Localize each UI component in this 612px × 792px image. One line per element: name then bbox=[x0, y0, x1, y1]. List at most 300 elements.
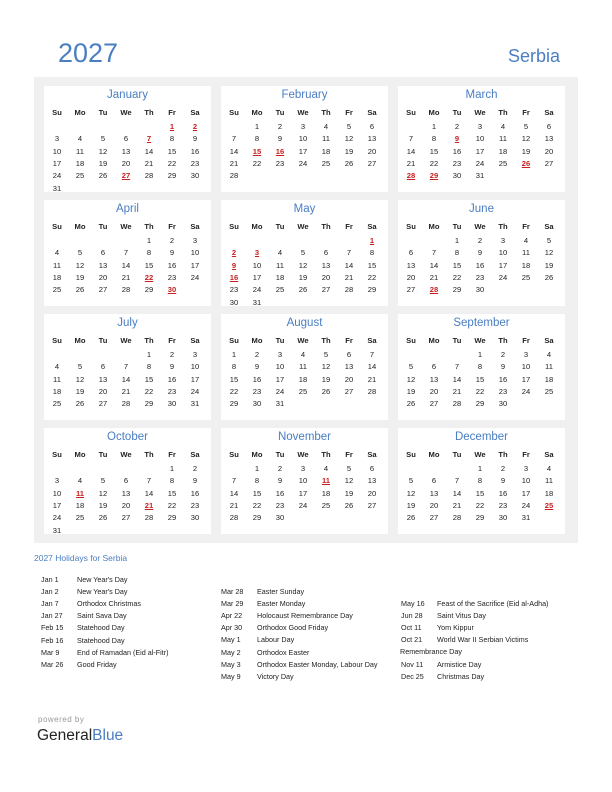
day-cell: 20 bbox=[367, 146, 377, 156]
day-cell: 16 bbox=[498, 374, 508, 384]
weekday-label: Su bbox=[229, 108, 239, 117]
weekday-label: Fr bbox=[522, 336, 530, 345]
day-cell: 4 bbox=[546, 350, 552, 359]
day-cell: 8 bbox=[231, 362, 237, 372]
day-cell: 5 bbox=[408, 362, 414, 372]
day-cell: 16 bbox=[498, 488, 508, 498]
holiday-day-cell: 11 bbox=[321, 476, 331, 486]
day-cell: 12 bbox=[406, 488, 416, 498]
weekday-label: Mo bbox=[428, 336, 440, 345]
day-cell: 1 bbox=[231, 350, 237, 359]
day-cell: 9 bbox=[169, 248, 175, 258]
holiday-name: New Year's Day bbox=[77, 587, 128, 597]
day-cell: 30 bbox=[275, 513, 285, 523]
holiday-name: Easter Monday bbox=[257, 599, 306, 609]
day-cell: 4 bbox=[323, 464, 329, 473]
day-cell: 6 bbox=[546, 122, 552, 131]
day-cell: 18 bbox=[321, 488, 331, 498]
day-cell: 28 bbox=[121, 285, 131, 295]
day-cell: 17 bbox=[298, 146, 308, 156]
day-cell: 3 bbox=[277, 350, 283, 359]
day-cell: 26 bbox=[321, 386, 331, 396]
day-cell: 19 bbox=[406, 500, 416, 510]
weekday-label: Su bbox=[52, 108, 62, 117]
holiday-name: Armistice Day bbox=[437, 659, 482, 669]
day-cell: 24 bbox=[298, 500, 308, 510]
weekday-label: Mo bbox=[251, 336, 263, 345]
country-title: Serbia bbox=[507, 46, 560, 66]
day-cell: 28 bbox=[144, 171, 154, 181]
day-cell: 16 bbox=[275, 488, 285, 498]
day-cell: 4 bbox=[54, 362, 60, 372]
weekday-label: Th bbox=[144, 336, 154, 345]
holiday-date: Nov 11 bbox=[401, 659, 424, 669]
day-cell: 15 bbox=[452, 260, 462, 270]
day-cell: 6 bbox=[100, 362, 106, 372]
weekday-label: Th bbox=[498, 336, 508, 345]
day-cell: 12 bbox=[98, 146, 108, 156]
holiday-date: May 3 bbox=[221, 659, 241, 669]
day-cell: 15 bbox=[229, 374, 239, 384]
weekday-label: Tu bbox=[98, 222, 108, 231]
day-cell: 16 bbox=[190, 146, 200, 156]
holiday-day-cell: 25 bbox=[544, 500, 554, 510]
month-name: January bbox=[107, 89, 148, 101]
weekday-label: Sa bbox=[367, 222, 377, 231]
day-cell: 27 bbox=[344, 386, 354, 396]
day-cell: 23 bbox=[190, 158, 200, 168]
day-cell: 15 bbox=[144, 374, 154, 384]
holiday-name: Good Friday bbox=[77, 659, 117, 669]
weekday-label: Tu bbox=[275, 336, 285, 345]
holiday-day-cell: 30 bbox=[167, 285, 177, 295]
holiday-day-cell: 29 bbox=[429, 171, 439, 181]
day-cell: 10 bbox=[52, 146, 62, 156]
weekday-label: Su bbox=[406, 450, 416, 459]
day-cell: 15 bbox=[429, 146, 439, 156]
day-cell: 14 bbox=[452, 488, 462, 498]
day-cell: 25 bbox=[321, 158, 331, 168]
weekday-label: Su bbox=[406, 108, 416, 117]
day-cell: 30 bbox=[452, 171, 462, 181]
holiday-day-cell: 3 bbox=[254, 248, 260, 258]
day-cell: 2 bbox=[500, 350, 506, 359]
day-cell: 26 bbox=[344, 500, 354, 510]
holiday-date: Mar 28 bbox=[221, 587, 244, 596]
day-cell: 25 bbox=[498, 158, 508, 168]
weekday-label: Th bbox=[144, 450, 154, 459]
day-cell: 24 bbox=[252, 285, 262, 295]
month-december bbox=[398, 428, 565, 534]
day-cell: 26 bbox=[75, 285, 85, 295]
day-cell: 8 bbox=[454, 248, 460, 258]
day-cell: 24 bbox=[521, 386, 531, 396]
holiday-name: Victory Day bbox=[257, 671, 294, 681]
holiday-date: Jan 1 bbox=[41, 575, 59, 584]
month-name: November bbox=[277, 431, 332, 443]
weekday-label: Sa bbox=[367, 108, 377, 117]
day-cell: 12 bbox=[75, 260, 85, 270]
day-cell: 5 bbox=[546, 236, 552, 245]
day-cell: 24 bbox=[52, 513, 62, 523]
weekday-label: Tu bbox=[452, 450, 462, 459]
day-cell: 2 bbox=[169, 236, 175, 245]
day-cell: 29 bbox=[475, 513, 485, 523]
day-cell: 11 bbox=[545, 362, 553, 372]
holiday-day-cell: 2 bbox=[192, 122, 198, 131]
holiday-day-cell: 9 bbox=[231, 260, 237, 270]
day-cell: 23 bbox=[452, 158, 462, 168]
day-cell: 18 bbox=[498, 146, 508, 156]
day-cell: 14 bbox=[406, 146, 416, 156]
weekday-label: Tu bbox=[98, 336, 108, 345]
weekday-label: We bbox=[474, 450, 486, 459]
holiday-day-cell: 26 bbox=[521, 158, 531, 168]
day-cell: 19 bbox=[98, 500, 108, 510]
weekday-label: Fr bbox=[168, 108, 176, 117]
day-cell: 17 bbox=[475, 146, 485, 156]
day-cell: 21 bbox=[452, 386, 462, 396]
day-cell: 22 bbox=[429, 158, 439, 168]
day-cell: 4 bbox=[77, 134, 83, 144]
holiday-date: May 16 bbox=[401, 599, 425, 608]
weekday-label: Su bbox=[229, 222, 239, 231]
day-cell: 17 bbox=[190, 374, 200, 384]
day-cell: 18 bbox=[52, 386, 62, 396]
day-cell: 3 bbox=[300, 122, 306, 131]
day-cell: 14 bbox=[229, 146, 239, 156]
day-cell: 5 bbox=[77, 362, 83, 372]
holiday-day-cell: 22 bbox=[144, 272, 154, 282]
powered-by-text: powered by bbox=[38, 715, 85, 724]
day-cell: 22 bbox=[367, 272, 377, 282]
day-cell: 25 bbox=[298, 386, 308, 396]
day-cell: 9 bbox=[277, 476, 283, 486]
day-cell: 18 bbox=[75, 500, 85, 510]
day-cell: 30 bbox=[229, 297, 239, 307]
weekday-label: Mo bbox=[251, 108, 263, 117]
holiday-day-cell: 9 bbox=[454, 134, 460, 144]
day-cell: 1 bbox=[146, 350, 152, 359]
day-cell: 31 bbox=[475, 171, 485, 181]
weekday-label: Su bbox=[406, 222, 416, 231]
month-name: February bbox=[281, 89, 328, 101]
day-cell: 8 bbox=[254, 134, 260, 144]
holiday-date: Feb 16 bbox=[41, 635, 64, 645]
day-cell: 4 bbox=[300, 350, 306, 359]
calendar-grid bbox=[34, 77, 578, 543]
day-cell: 13 bbox=[98, 260, 108, 270]
day-cell: 28 bbox=[367, 386, 377, 396]
weekday-label: We bbox=[297, 222, 309, 231]
month-name: October bbox=[107, 431, 148, 443]
day-cell: 12 bbox=[344, 476, 354, 486]
day-cell: 12 bbox=[298, 260, 308, 270]
day-cell: 14 bbox=[229, 488, 239, 498]
day-cell: 21 bbox=[344, 272, 354, 282]
day-cell: 23 bbox=[475, 272, 485, 282]
day-cell: 11 bbox=[276, 260, 284, 270]
day-cell: 23 bbox=[252, 386, 262, 396]
day-cell: 18 bbox=[52, 272, 62, 282]
day-cell: 17 bbox=[52, 158, 62, 168]
day-cell: 10 bbox=[521, 476, 531, 486]
day-cell: 27 bbox=[98, 285, 108, 295]
day-cell: 24 bbox=[498, 272, 508, 282]
weekday-label: Fr bbox=[345, 336, 353, 345]
day-cell: 8 bbox=[169, 134, 175, 144]
day-cell: 1 bbox=[254, 464, 260, 473]
day-cell: 20 bbox=[121, 158, 131, 168]
day-cell: 7 bbox=[454, 362, 460, 372]
day-cell: 31 bbox=[52, 525, 62, 535]
day-cell: 4 bbox=[546, 464, 552, 473]
day-cell: 26 bbox=[298, 285, 308, 295]
day-cell: 8 bbox=[477, 476, 483, 486]
day-cell: 11 bbox=[53, 260, 61, 270]
weekday-label: We bbox=[297, 108, 309, 117]
logo-blue: Blue bbox=[92, 727, 124, 744]
day-cell: 4 bbox=[523, 236, 529, 245]
day-cell: 19 bbox=[321, 374, 331, 384]
day-cell: 9 bbox=[277, 134, 283, 144]
weekday-label: Th bbox=[321, 108, 331, 117]
day-cell: 26 bbox=[544, 272, 554, 282]
weekday-label: We bbox=[297, 336, 309, 345]
day-cell: 17 bbox=[190, 260, 200, 270]
holiday-name: Saint Sava Day bbox=[77, 611, 127, 621]
day-cell: 14 bbox=[367, 362, 377, 372]
holidays-title: 2027 Holidays for Serbia bbox=[34, 553, 128, 563]
day-cell: 16 bbox=[452, 146, 462, 156]
holiday-name: Remembrance Day bbox=[400, 647, 462, 657]
day-cell: 21 bbox=[367, 374, 377, 384]
holiday-name: Feast of the Sacrifice (Eid al-Adha) bbox=[437, 599, 549, 608]
day-cell: 8 bbox=[477, 362, 483, 372]
day-cell: 5 bbox=[408, 476, 414, 486]
day-cell: 15 bbox=[367, 260, 377, 270]
day-cell: 31 bbox=[52, 183, 62, 193]
weekday-label: Fr bbox=[522, 108, 530, 117]
day-cell: 24 bbox=[475, 158, 485, 168]
day-cell: 17 bbox=[498, 260, 508, 270]
day-cell: 12 bbox=[521, 134, 531, 144]
weekday-label: Tu bbox=[275, 450, 285, 459]
day-cell: 9 bbox=[192, 134, 198, 144]
day-cell: 12 bbox=[75, 374, 85, 384]
generalblue-logo[interactable] bbox=[37, 727, 123, 745]
day-cell: 27 bbox=[367, 158, 377, 168]
weekday-label: We bbox=[474, 222, 486, 231]
day-cell: 26 bbox=[98, 513, 108, 523]
day-cell: 5 bbox=[346, 122, 352, 131]
day-cell: 22 bbox=[475, 386, 485, 396]
holiday-day-cell: 1 bbox=[369, 236, 375, 245]
weekday-label: Mo bbox=[74, 450, 86, 459]
day-cell: 4 bbox=[500, 122, 506, 131]
day-cell: 10 bbox=[475, 134, 485, 144]
holiday-date: May 2 bbox=[221, 647, 241, 657]
day-cell: 8 bbox=[146, 248, 152, 258]
weekday-label: Tu bbox=[275, 222, 285, 231]
day-cell: 30 bbox=[498, 513, 508, 523]
day-cell: 10 bbox=[521, 362, 531, 372]
weekday-label: Th bbox=[498, 108, 508, 117]
day-cell: 27 bbox=[98, 399, 108, 409]
day-cell: 15 bbox=[252, 488, 262, 498]
day-cell: 24 bbox=[52, 171, 62, 181]
day-cell: 14 bbox=[121, 260, 131, 270]
day-cell: 3 bbox=[192, 350, 198, 359]
day-cell: 2 bbox=[254, 350, 260, 359]
day-cell: 18 bbox=[544, 488, 554, 498]
day-cell: 16 bbox=[252, 374, 262, 384]
day-cell: 27 bbox=[429, 513, 439, 523]
weekday-label: Th bbox=[321, 450, 331, 459]
day-cell: 17 bbox=[275, 374, 285, 384]
holiday-name: Saint Vitus Day bbox=[437, 611, 487, 621]
holiday-name: Statehood Day bbox=[77, 635, 125, 645]
day-cell: 9 bbox=[500, 476, 506, 486]
day-cell: 19 bbox=[75, 272, 85, 282]
day-cell: 13 bbox=[98, 374, 108, 384]
day-cell: 15 bbox=[167, 488, 177, 498]
day-cell: 1 bbox=[169, 464, 175, 473]
day-cell: 3 bbox=[54, 134, 60, 144]
weekday-label: Su bbox=[406, 336, 416, 345]
day-cell: 13 bbox=[121, 146, 131, 156]
day-cell: 25 bbox=[52, 285, 62, 295]
holiday-date: Feb 15 bbox=[41, 623, 64, 633]
holiday-day-cell: 21 bbox=[144, 500, 154, 510]
day-cell: 23 bbox=[498, 386, 508, 396]
day-cell: 29 bbox=[252, 513, 262, 523]
day-cell: 5 bbox=[323, 350, 329, 359]
day-cell: 25 bbox=[52, 399, 62, 409]
day-cell: 17 bbox=[521, 488, 531, 498]
day-cell: 31 bbox=[252, 297, 262, 307]
holiday-date: Oct 21 bbox=[401, 635, 423, 645]
year-title: 2027 bbox=[58, 38, 119, 68]
weekday-label: Fr bbox=[345, 450, 353, 459]
day-cell: 4 bbox=[54, 248, 60, 258]
day-cell: 3 bbox=[477, 122, 483, 131]
holiday-day-cell: 7 bbox=[146, 134, 152, 144]
holiday-day-cell: 2 bbox=[231, 248, 237, 258]
day-cell: 5 bbox=[100, 476, 106, 486]
day-cell: 8 bbox=[369, 248, 375, 258]
day-cell: 20 bbox=[544, 146, 554, 156]
day-cell: 2 bbox=[500, 464, 506, 473]
day-cell: 25 bbox=[75, 513, 85, 523]
day-cell: 6 bbox=[369, 464, 375, 473]
day-cell: 21 bbox=[429, 272, 439, 282]
weekday-label: Sa bbox=[544, 108, 554, 117]
weekday-label: Tu bbox=[452, 336, 462, 345]
day-cell: 13 bbox=[429, 374, 439, 384]
day-cell: 15 bbox=[475, 488, 485, 498]
weekday-label: We bbox=[120, 222, 132, 231]
day-cell: 20 bbox=[344, 374, 354, 384]
day-cell: 25 bbox=[544, 386, 554, 396]
day-cell: 29 bbox=[475, 399, 485, 409]
day-cell: 2 bbox=[454, 122, 460, 131]
day-cell: 19 bbox=[298, 272, 308, 282]
day-cell: 18 bbox=[275, 272, 285, 282]
weekday-label: Tu bbox=[98, 450, 108, 459]
day-cell: 14 bbox=[144, 488, 154, 498]
day-cell: 1 bbox=[477, 350, 483, 359]
day-cell: 23 bbox=[190, 500, 200, 510]
month-september bbox=[398, 314, 565, 420]
month-july bbox=[44, 314, 211, 420]
holiday-day-cell: 28 bbox=[429, 285, 439, 295]
weekday-label: Sa bbox=[190, 336, 200, 345]
weekday-label: Fr bbox=[345, 222, 353, 231]
day-cell: 11 bbox=[499, 134, 507, 144]
weekday-label: Sa bbox=[367, 336, 377, 345]
day-cell: 3 bbox=[523, 350, 529, 359]
day-cell: 11 bbox=[299, 362, 307, 372]
day-cell: 18 bbox=[75, 158, 85, 168]
day-cell: 22 bbox=[475, 500, 485, 510]
day-cell: 23 bbox=[275, 158, 285, 168]
month-april bbox=[44, 200, 211, 306]
day-cell: 22 bbox=[167, 158, 177, 168]
weekday-label: We bbox=[297, 450, 309, 459]
weekday-label: Fr bbox=[168, 450, 176, 459]
day-cell: 5 bbox=[523, 122, 529, 131]
day-cell: 15 bbox=[475, 374, 485, 384]
day-cell: 13 bbox=[367, 476, 377, 486]
holiday-date: Jan 7 bbox=[41, 599, 59, 609]
month-november bbox=[221, 428, 388, 534]
weekday-label: Sa bbox=[544, 450, 554, 459]
month-name: May bbox=[293, 203, 316, 215]
month-name: December bbox=[454, 431, 509, 443]
holiday-date: Mar 26 bbox=[41, 659, 64, 669]
day-cell: 1 bbox=[431, 122, 437, 131]
day-cell: 23 bbox=[167, 272, 177, 282]
day-cell: 14 bbox=[121, 374, 131, 384]
day-cell: 23 bbox=[275, 500, 285, 510]
day-cell: 31 bbox=[521, 513, 531, 523]
weekday-label: We bbox=[474, 108, 486, 117]
day-cell: 29 bbox=[144, 399, 154, 409]
day-cell: 22 bbox=[252, 158, 262, 168]
day-cell: 7 bbox=[346, 248, 352, 258]
weekday-label: Fr bbox=[345, 108, 353, 117]
day-cell: 19 bbox=[344, 488, 354, 498]
holiday-name: Labour Day bbox=[257, 635, 295, 645]
holiday-name: Yom Kippur bbox=[437, 623, 474, 633]
day-cell: 10 bbox=[298, 134, 308, 144]
day-cell: 28 bbox=[121, 399, 131, 409]
day-cell: 22 bbox=[452, 272, 462, 282]
holiday-name: Statehood Day bbox=[77, 623, 125, 633]
day-cell: 31 bbox=[275, 399, 285, 409]
day-cell: 20 bbox=[98, 272, 108, 282]
holiday-date: Mar 29 bbox=[221, 599, 244, 609]
holiday-day-cell: 16 bbox=[275, 146, 285, 156]
day-cell: 2 bbox=[192, 464, 198, 473]
day-cell: 19 bbox=[521, 146, 531, 156]
day-cell: 9 bbox=[477, 248, 483, 258]
weekday-label: Mo bbox=[251, 222, 263, 231]
day-cell: 25 bbox=[521, 272, 531, 282]
holiday-date: Jan 2 bbox=[41, 587, 59, 597]
day-cell: 30 bbox=[190, 171, 200, 181]
